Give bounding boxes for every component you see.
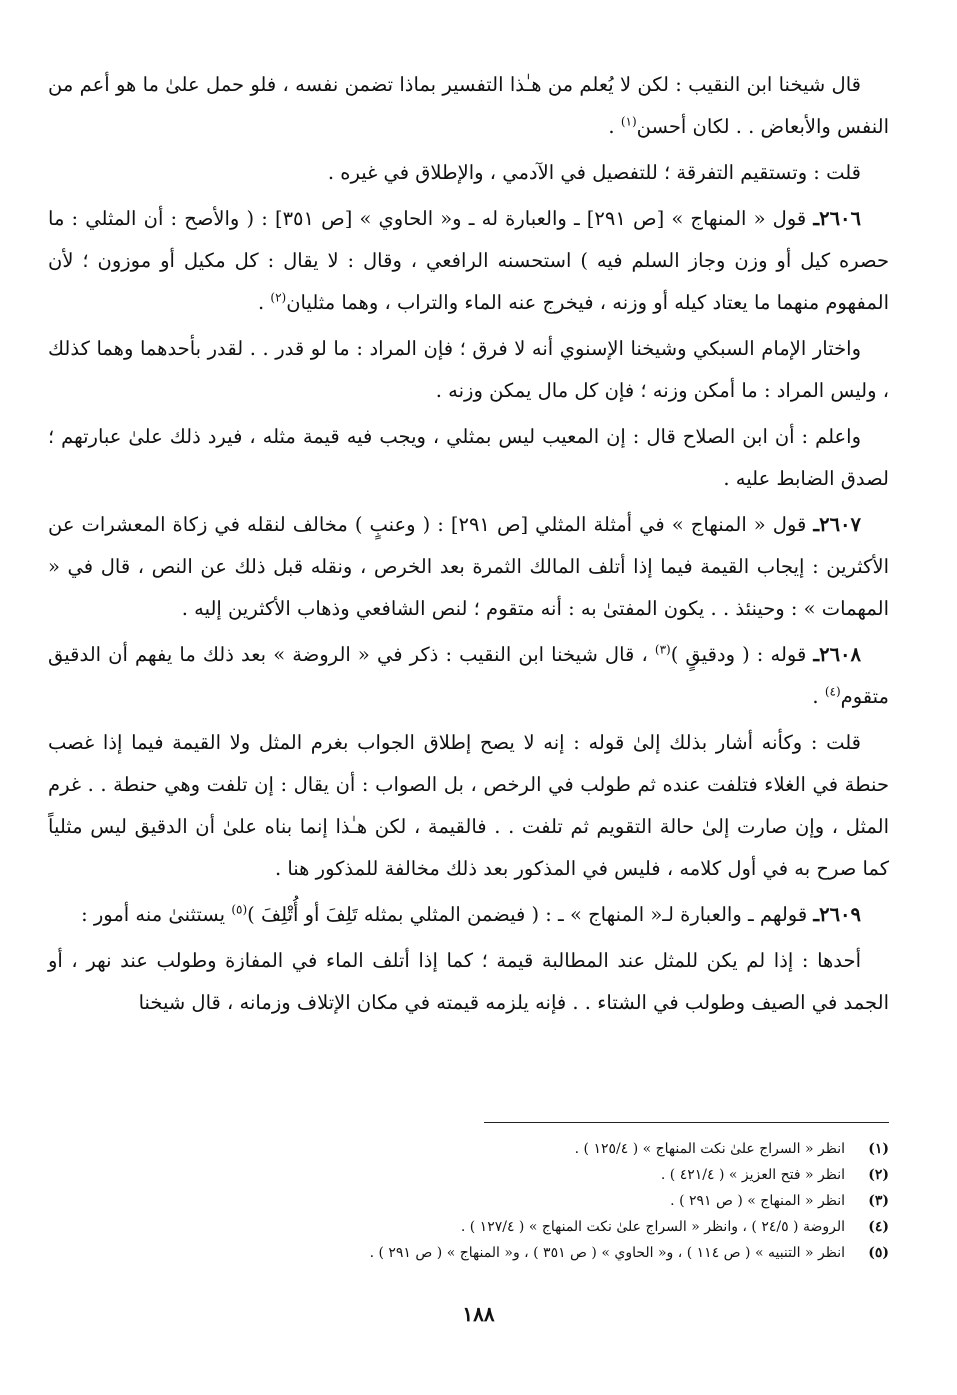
paragraph-4: واختار الإمام السبكي وشيخنا الإسنوي أنه لا فرق ؛ فإن المراد : ما لو قدر . . لقدر بأحدهما وهما كذلك ، وليس المراد : ما أمكن وزنه ؛ فإن كل مال يمكن وزنه . — [48, 337, 889, 402]
paragraph-8: قلت : وكأنه أشار بذلك إلىٰ قوله : إنه لا يصح إطلاق الجواب بغرم المثل ولا القيمة فيما إذا غصب حنطة في الغلاء فتلفت عنده ثم طولب في الرخص ، بل الصواب : أن يقال : إن تلفت وهي حنطة . . غرم المثل ، وإن صارت إلىٰ حالة التقويم ثم تلفت . . فالقيمة ، لكن هـٰذا إنما بناه علىٰ أن الدقيق ليس مثلياً كما صرح به في أول كلامه ، فليس في المذكور بعد ذلك مخالفة للمذكور هنا . — [48, 731, 889, 880]
page-body — [48, 64, 889, 1028]
footnote-5: (٥) انظر « التنبيه » ( ص ١١٤ ) ، و« الحاوي » ( ص ٣٥١ ) ، و« المنهاج » ( ص ٢٩١ ) . — [369, 1245, 889, 1261]
footnote-ref[interactable]: (٢) — [270, 290, 287, 305]
paragraph-10: أحدها : إذا لم يكن للمثل عند المطالبة قيمة ؛ كما إذا أتلف الماء في المفازة وطولب عند نهر ، أو الجمد في الصيف وطولب في الشتاء . . فإنه يلزمه قيمته في مكان الإتلاف وزمانه ، قال شيخنا — [48, 949, 889, 1014]
page-number: ١٨٨ — [462, 1302, 495, 1326]
paragraph-2: قلت : وتستقيم التفرقة ؛ للتفصيل في الآدمي ، والإطلاق في غيره . — [327, 161, 861, 184]
footnote-ref[interactable]: (٤) — [824, 684, 841, 699]
entry-number: ٢٦٠٨ـ — [813, 643, 862, 666]
paragraph-2606: ٢٦٠٦ـ قول « المنهاج » [ص ٢٩١] ـ والعبارة له ـ و« الحاوي » [ص ٣٥١] : ( والأصح : أن المثلي : ما حصره كيل أو وزن وجاز السلم فيه ) استحسنه الرافعي ، وقال : لا يقال : كل مكيل أو موزون ؛ لأن المفهوم منهما ما يعتاد كيله أو وزنه ، فيخرج عنه الماء والتراب ، وهما مثليان$^{(٢)}$ . — [48, 207, 889, 314]
footnote-3: (٣) انظر « المنهاج » ( ص ٢٩١ ) . — [670, 1193, 889, 1209]
footnote-ref[interactable]: (٥) — [231, 902, 248, 917]
footnote-2: (٢) انظر « فتح العزيز » ( ٤٢١/٤ ) . — [660, 1167, 889, 1183]
paragraph-2608: ٢٦٠٨ـ قوله : ( ودقيقٍ )$^{(٣)}$ ، قال شيخنا ابن النقيب : ذكر في « الروضة » بعد ذلك ما يفهم أن الدقيق متقوم$^{(٤)}$ . — [48, 642, 889, 708]
paragraph-5: واعلم : أن ابن الصلاح قال : إن المعيب ليس بمثلي ، ويجب فيه قيمة مثله ، فيرد ذلك علىٰ عبارتهم ؛ لصدق الضابط عليه . — [48, 425, 889, 490]
footnote-1: (١) انظر « السراج علىٰ نكت المنهاج » ( ١٢٥/٤ ) . — [574, 1141, 889, 1157]
footnotes — [48, 1136, 889, 1266]
footnote-4: (٤) الروضة ( ٢٤/٥ ) ، وانظر « السراج علىٰ نكت المنهاج » ( ١٢٧/٤ ) . — [460, 1219, 889, 1235]
paragraph-1: قال شيخنا ابن النقيب : لكن لا يُعلم من هـٰذا التفسير بماذا تضمن نفسه ، فلو حمل علىٰ ما هو أعم من النفس والأبعاض . . لكان أحسن$^{(١)}$ . — [48, 73, 889, 138]
entry-number: ٢٦٠٧ـ — [813, 513, 862, 536]
entry-number: ٢٦٠٩ـ — [813, 903, 861, 926]
entry-number: ٢٦٠٦ـ — [813, 207, 861, 230]
paragraph-2607: ٢٦٠٧ـ قول « المنهاج » في أمثلة المثلي [ص ٢٩١] : ( وعنبٍ ) مخالف لنقله في زكاة المعشرات عن الأكثرين : إيجاب القيمة فيما إذا أتلف المالك الثمرة بعد الخرص ، ونقله قبل ذلك عن النص ، قال في « المهمات » : وحينئذ . . يكون المفتىٰ به : أنه متقوم ؛ لنص الشافعي وذهاب الأكثرين إليه . — [48, 513, 889, 620]
paragraph-2609: ٢٦٠٩ـ قولهم ـ والعبارة لـ« المنهاج » ـ : ( فيضمن المثلي بمثله تَلِفَ أو أُتْلِفَ )$^{(٥)}$ يستثنىٰ منه أمور : — [81, 902, 861, 926]
footnote-ref[interactable]: (١) — [620, 114, 637, 129]
footnote-divider — [484, 1122, 889, 1123]
footnote-ref[interactable]: (٣) — [654, 642, 671, 657]
